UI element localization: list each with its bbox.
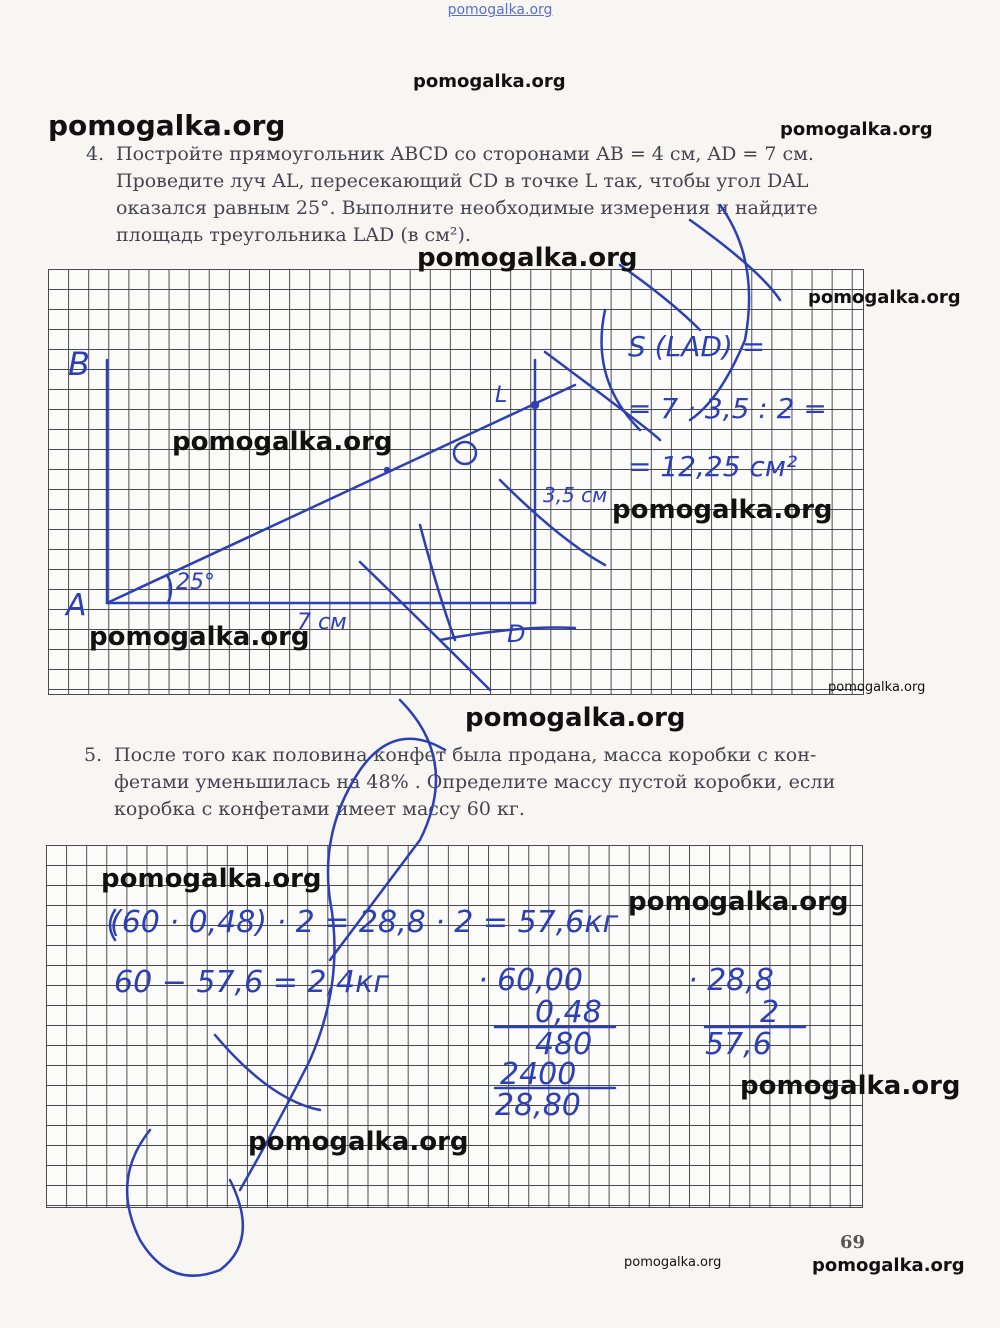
task-4-line-2: Проведите луч AL, пересекающий CD в точке L так, чтобы угол DAL xyxy=(116,170,809,192)
task-5-line-2: фетами уменьшилась на 48% . Определите массу пустой коробки, если xyxy=(114,771,836,793)
ink-stroke-13 xyxy=(127,1130,243,1276)
watermark: pomogalka.org xyxy=(808,287,961,308)
watermark: pomogalka.org xyxy=(612,495,833,525)
watermark: pomogalka.org xyxy=(812,1255,965,1276)
calc2-row-2: 2 xyxy=(760,995,780,1030)
watermark: pomogalka.org xyxy=(828,680,926,695)
watermark: pomogalka.org xyxy=(465,703,686,733)
watermark: pomogalka.org xyxy=(172,427,393,457)
calc2-row-3: 57,6 xyxy=(705,1027,772,1062)
page-number: 69 xyxy=(840,1232,866,1253)
angle-arc xyxy=(168,577,171,603)
label-b: B xyxy=(68,345,90,383)
watermark: pomogalka.org xyxy=(48,109,286,142)
solution-4-line-2: = 7 · 3,5 : 2 = xyxy=(628,392,827,425)
side-ad-label: 7 см xyxy=(297,610,347,635)
label-a: A xyxy=(66,588,87,623)
label-d: D xyxy=(507,620,526,648)
watermark: pomogalka.org xyxy=(628,887,849,917)
ink-stroke-7 xyxy=(690,205,749,420)
ink-stroke-3 xyxy=(420,525,455,640)
ink-stroke-2 xyxy=(360,562,490,690)
ink-stroke-9 xyxy=(620,265,700,330)
calc2-row-1: · 28,8 xyxy=(688,963,774,998)
task-4-line-1: 4. Постройте прямоугольник ABCD со сторонами AB = 4 см, AD = 7 см. xyxy=(86,141,886,168)
task-4-line-3: оказался равным 25°. Выполните необходимые измерения и найдите xyxy=(116,197,818,219)
watermark: pomogalka.org xyxy=(413,71,566,92)
calc1-row-4: 2400 xyxy=(500,1057,577,1092)
solution-4-line-1: S (LAD) = xyxy=(628,330,766,363)
watermark: pomogalka.org xyxy=(89,622,310,652)
solution-4-line-3: = 12,25 см² xyxy=(628,450,798,483)
side-ld-label: 3,5 см xyxy=(543,483,608,507)
watermark: pomogalka.org xyxy=(101,864,322,894)
task-4-line-4: площадь треугольника LAD (в см²). xyxy=(116,224,471,246)
calc1-row-3: 480 xyxy=(535,1027,593,1062)
angle-label: 25° xyxy=(176,570,215,595)
watermark: pomogalka.org xyxy=(624,1255,722,1270)
watermark: pomogalka.org xyxy=(740,1071,961,1101)
watermark: pomogalka.org xyxy=(248,1127,469,1157)
watermark: pomogalka.org xyxy=(417,243,638,273)
watermark: pomogalka.org xyxy=(780,119,933,140)
label-l: L xyxy=(495,383,508,408)
point-l xyxy=(532,402,538,408)
calc1-row-5: 28,80 xyxy=(495,1088,581,1123)
task-5-line-1: 5. После того как половина конфет была продана, масса коробки с кон- xyxy=(84,742,884,769)
solution-5-line-2: 60 − 57,6 = 2,4кг xyxy=(114,965,389,1000)
task-5-number: 5. xyxy=(84,744,103,766)
calc1-row-2: 0,48 xyxy=(535,995,602,1030)
site-link[interactable]: pomogalka.org xyxy=(447,2,553,18)
task-4-number: 4. xyxy=(86,143,105,165)
task-5-line-3: коробка с конфетами имеет массу 60 кг. xyxy=(114,798,525,820)
midpoint-dot xyxy=(385,468,389,472)
calc1-row-1: · 60,00 xyxy=(478,963,583,998)
center-circle xyxy=(454,442,476,464)
solution-5-line-1: (60 · 0,48) · 2 = 28,8 · 2 = 57,6кг xyxy=(110,905,619,940)
